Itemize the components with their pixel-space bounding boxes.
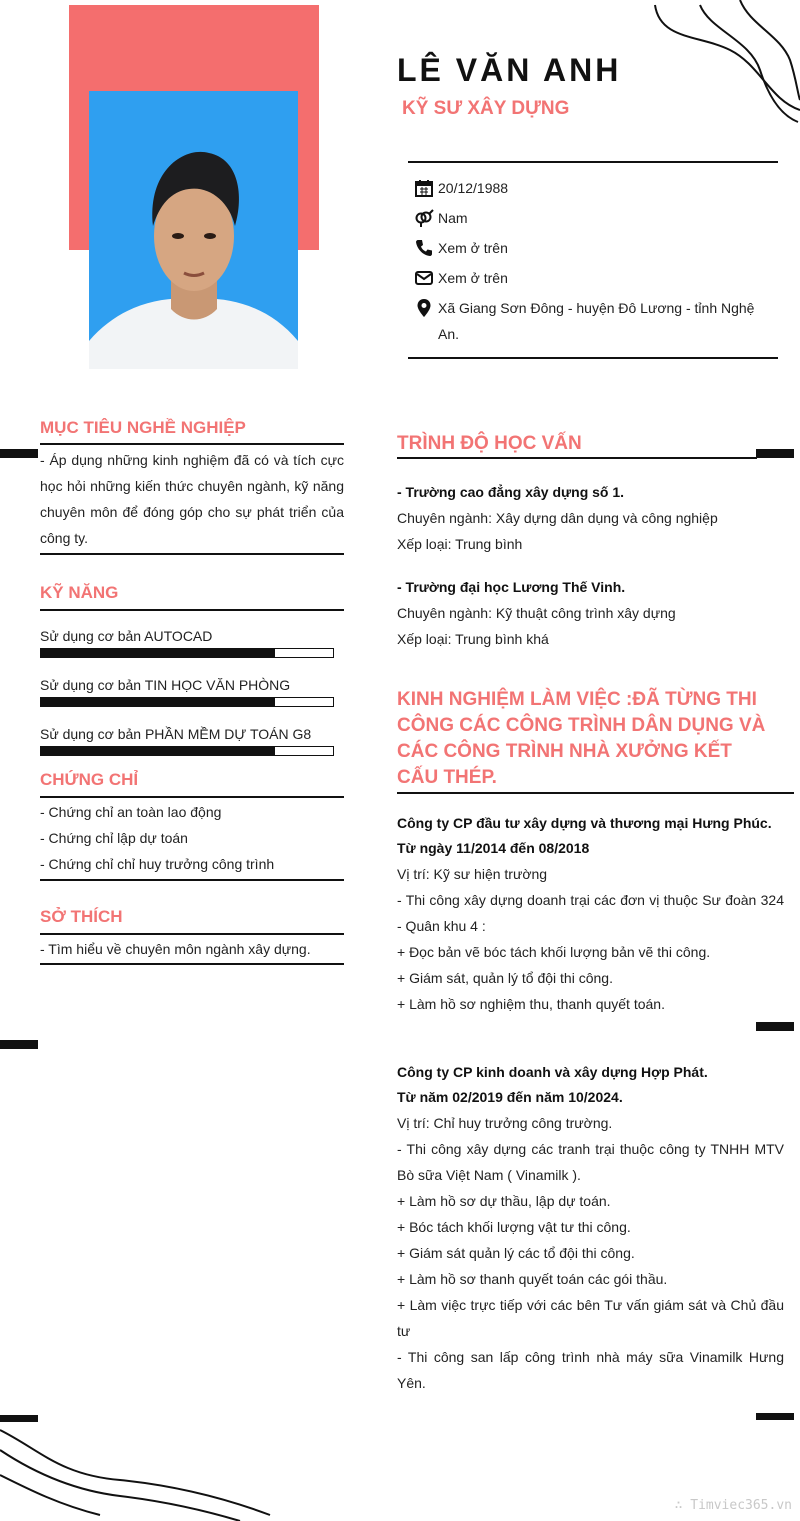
divider: [40, 933, 344, 935]
divider: [40, 796, 344, 798]
job-item: [397, 1060, 784, 1396]
skill-item: [40, 677, 344, 707]
hobbies-text: - Tìm hiểu về chuyên môn ngành xây dựng.: [40, 941, 311, 957]
phone-icon: [414, 235, 436, 257]
gender-icon: [414, 205, 436, 227]
experience-title: KINH NGHIỆM LÀM VIỆC :ĐÃ TỪNG THI CÔNG CÁC CÔNG TRÌNH DÂN DỤNG VÀ CÁC CÔNG TRÌNH NHÀ XƯỞNG KẾT CẤU THÉP.: [397, 689, 766, 788]
skill-progress-bar: [40, 648, 334, 658]
hobbies-title: SỞ THÍCH: [40, 907, 123, 926]
email-row: [414, 265, 508, 291]
calendar-icon: [414, 175, 436, 197]
school-rank: Xếp loại: Trung bình: [397, 536, 523, 552]
objective-title: MỤC TIÊU NGHỀ NGHIỆP: [40, 418, 246, 437]
skill-item: [40, 628, 344, 658]
certificates-section: [40, 770, 344, 881]
address-value: Xã Giang Sơn Đông - huyện Đô Lương - tỉnh Nghệ An.: [438, 300, 755, 342]
education-title: TRÌNH ĐỘ HỌC VẤN: [397, 433, 582, 454]
education-section: [397, 433, 784, 459]
job-line: + Đọc bản vẽ bóc tách khối lượng bản vẽ thi công.: [397, 944, 711, 960]
job-line: - Thi công xây dựng các tranh trại thuộc công ty TNHH MTV Bò sữa Việt Nam ( Vinamilk ).: [397, 1141, 784, 1183]
email-value[interactable]: Xem ở trên: [438, 270, 508, 286]
school-name: - Trường cao đẳng xây dựng số 1.: [397, 484, 625, 500]
decor-dash: [0, 449, 38, 458]
divider: [397, 792, 794, 794]
avatar: [89, 91, 298, 369]
skill-item: [40, 726, 344, 756]
decorative-waves-top: [640, 0, 800, 140]
job-line: + Làm việc trực tiếp với các bên Tư vấn giám sát và Chủ đầu tư: [397, 1297, 784, 1339]
job-line: + Làm hồ sơ thanh quyết toán các gói thầu.: [397, 1271, 668, 1287]
skill-label: Sử dụng cơ bản PHẦN MỀM DỰ TOÁN G8: [40, 726, 312, 742]
job-line: + Bóc tách khối lượng vật tư thi công.: [397, 1219, 631, 1235]
skill-progress-fill: [41, 649, 275, 657]
skills-title: KỸ NĂNG: [40, 583, 119, 602]
hobbies-section: [40, 907, 344, 965]
phone-value[interactable]: Xem ở trên: [438, 240, 508, 256]
divider: [40, 443, 344, 445]
job-title: KỸ SƯ XÂY DỰNG: [402, 98, 570, 119]
divider: [397, 457, 757, 459]
school-rank: Xếp loại: Trung bình khá: [397, 631, 549, 647]
job-item: [397, 811, 784, 1017]
job-line: - Thi công san lấp công trình nhà máy sữa Vinamilk Hưng Yên.: [397, 1349, 784, 1391]
job-line: + Làm hồ sơ nghiệm thu, thanh quyết toán.: [397, 996, 665, 1012]
location-pin-icon: [414, 295, 436, 317]
job-period: Từ năm 02/2019 đến năm 10/2024.: [397, 1089, 623, 1105]
phone-row: [414, 235, 508, 261]
education-item: [397, 479, 784, 557]
birthday-value: 20/12/1988: [438, 180, 509, 196]
education-item: [397, 574, 784, 652]
watermark: ∴ Timviec365.vn: [674, 1498, 792, 1513]
decor-dash: [756, 1022, 794, 1031]
divider: [40, 963, 344, 965]
skill-progress-bar: [40, 746, 334, 756]
school-major: Chuyên ngành: Kỹ thuật công trình xây dựng: [397, 605, 676, 621]
certificate-item: - Chứng chỉ chỉ huy trưởng công trình: [40, 856, 275, 872]
school-name: - Trường đại học Lương Thế Vinh.: [397, 579, 626, 595]
divider: [40, 553, 344, 555]
skill-label: Sử dụng cơ bản TIN HỌC VĂN PHÒNG: [40, 677, 291, 693]
candidate-name: LÊ VĂN ANH: [397, 52, 622, 88]
skill-progress-bar: [40, 697, 334, 707]
decor-dash: [0, 1040, 38, 1049]
job-line: + Giám sát, quản lý tổ đội thi công.: [397, 970, 613, 986]
job-line: - Thi công xây dựng doanh trại các đơn vị thuộc Sư đoàn 324 - Quân khu 4 :: [397, 892, 784, 934]
gender-row: [414, 205, 468, 231]
school-major: Chuyên ngành: Xây dựng dân dụng và công nghiệp: [397, 510, 718, 526]
job-line: Vị trí: Kỹ sư hiện trường: [397, 866, 548, 882]
address-row: [414, 295, 764, 347]
divider: [40, 879, 344, 881]
skill-progress-fill: [41, 747, 275, 755]
job-line: Vị trí: Chỉ huy trưởng công trường.: [397, 1115, 613, 1131]
divider: [40, 609, 344, 611]
certificate-item: - Chứng chỉ an toàn lao động: [40, 804, 222, 820]
company-name: Công ty CP đầu tư xây dựng và thương mại Hưng Phúc.: [397, 815, 772, 831]
certificates-title: CHỨNG CHỈ: [40, 770, 139, 789]
objective-text: - Áp dụng những kinh nghiệm đã có và tích cực học hỏi những kiến thức chuyên ngành, kỹ năng chuyên môn để đóng góp cho sự phát triển của công ty.: [40, 452, 344, 546]
skill-progress-fill: [41, 698, 275, 706]
decorative-waves-bottom: [0, 1420, 280, 1521]
experience-section: [397, 687, 777, 794]
birthday-row: [414, 175, 508, 201]
job-line: + Giám sát quản lý các tổ đội thi công.: [397, 1245, 635, 1261]
company-name: Công ty CP kinh doanh và xây dựng Hợp Phát.: [397, 1064, 708, 1080]
gender-value: Nam: [438, 210, 468, 226]
skill-label: Sử dụng cơ bản AUTOCAD: [40, 628, 213, 644]
job-period: Từ ngày 11/2014 đến 08/2018: [397, 840, 590, 856]
objective-section: [40, 418, 344, 555]
envelope-icon: [414, 265, 436, 287]
decor-dash: [756, 1413, 794, 1420]
job-line: + Làm hồ sơ dự thầu, lập dự toán.: [397, 1193, 611, 1209]
portrait-illustration: [89, 91, 298, 369]
contact-info: [408, 161, 778, 359]
certificate-item: - Chứng chỉ lập dự toán: [40, 830, 188, 846]
decor-dash: [0, 1415, 38, 1422]
skills-section: [40, 583, 344, 611]
